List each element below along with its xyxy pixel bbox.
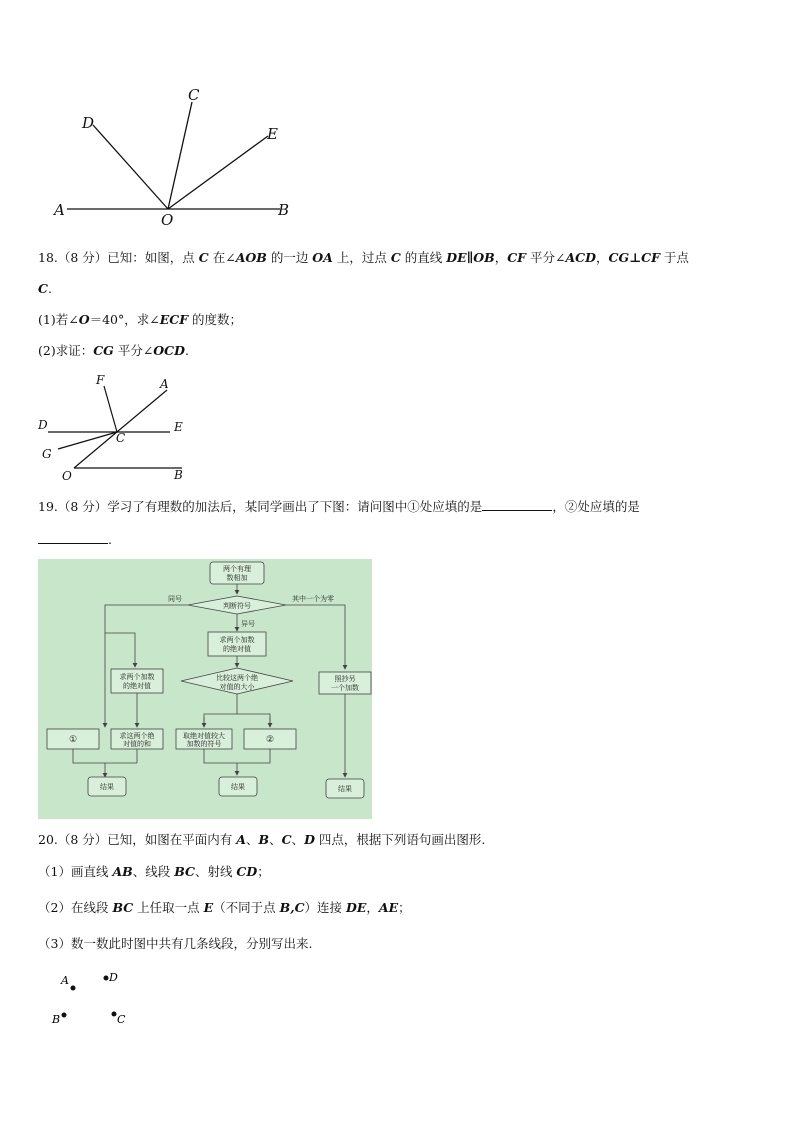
answer-blank-2[interactable]: [38, 531, 108, 544]
start-text-2: 数相加: [226, 574, 248, 582]
label-diff-sign: 异号: [241, 620, 255, 628]
compare-text-2: 对值的大小: [219, 683, 255, 691]
sign-larger-text-1: 取绝对值较大: [183, 732, 225, 740]
copy-other-text-2: 一个加数: [331, 684, 359, 692]
label-C: C: [117, 1013, 126, 1026]
q20-step2: （2）在线段 BC 上任取一点 E（不同于点 B,C）连接 DE，AE；: [38, 900, 411, 915]
point-D: [104, 976, 109, 981]
label-O: O: [62, 469, 72, 483]
abs-diff-text-2: 的绝对值: [223, 645, 251, 653]
label-D: D: [38, 418, 48, 432]
label-O: O: [161, 211, 174, 229]
point-A: [71, 986, 76, 991]
abs-same-text-2: 的绝对值: [123, 682, 151, 690]
label-E: E: [174, 420, 183, 434]
abs-diff-text-1: 求两个加数: [219, 636, 255, 644]
label-A: A: [54, 201, 65, 219]
abs-same-text-1: 求两个加数: [119, 673, 155, 681]
ray-OD: [93, 125, 168, 209]
addition-flowchart: [38, 559, 372, 819]
sum-abs-text-1: 求这两个绝: [119, 732, 155, 740]
answer-blank-1[interactable]: [482, 498, 552, 511]
result-left-text: 结果: [100, 783, 114, 791]
points-figure-20: [45, 965, 145, 1035]
q19-line2: .: [38, 531, 112, 549]
label-E: E: [267, 125, 278, 143]
ray-OA: [74, 390, 167, 468]
ray-OC: [168, 102, 192, 209]
q18-line1: 18.（8 分）已知：如图，点 C 在∠AOB 的一边 OA 上，过点 C 的直线 DE∥OB，CF 平分∠ACD，CG⊥CF 于点: [38, 250, 689, 265]
parallel-lines-figure-18: [32, 372, 192, 484]
label-B: B: [174, 468, 183, 482]
label-one-zero: 其中一个为零: [292, 595, 334, 603]
q19-line1: 19.（8 分）学习了有理数的加法后，某同学画出了下图：请问图中①处应填的是 ，②处应填的是: [38, 499, 640, 514]
box-1-text: ①: [68, 735, 78, 745]
result-mid-text: 结果: [231, 783, 245, 791]
label-C: C: [116, 431, 126, 445]
label-F: F: [96, 373, 105, 387]
label-A: A: [61, 974, 69, 987]
point-B: [62, 1013, 67, 1018]
label-B: B: [278, 201, 290, 219]
q20-step3: （3）数一数此时图中共有几条线段，分别写出来.: [38, 936, 313, 951]
start-text-1: 两个有理: [223, 565, 251, 573]
compare-text-1: 比较这两个绝: [216, 674, 258, 682]
sign-larger-text-2: 加数的符号: [186, 740, 222, 748]
label-D: D: [82, 114, 95, 132]
q18-part1: (1)若∠O＝40°，求∠ECF 的度数；: [38, 312, 243, 327]
label-A: A: [160, 377, 169, 391]
label-C: C: [188, 86, 200, 104]
box-2-text: ②: [265, 735, 275, 745]
q18-line2: C.: [38, 281, 52, 296]
point-C: [112, 1012, 117, 1017]
result-right-text: 结果: [338, 785, 352, 793]
sum-abs-text-2: 对值的和: [123, 740, 151, 748]
ray-CF: [104, 386, 117, 432]
label-D: D: [109, 971, 118, 984]
q18-part2: (2)求证：CG 平分∠OCD.: [38, 343, 189, 358]
ray-OE: [168, 136, 268, 209]
angle-figure-17: [40, 80, 310, 230]
label-G: G: [42, 447, 52, 461]
copy-other-text-1: 照抄另: [334, 675, 356, 683]
q20-step1: （1）画直线 AB、线段 BC、射线 CD；: [38, 864, 270, 879]
q20-intro: 20.（8 分）已知，如图在平面内有 A、B、C、D 四点，根据下列语句画出图形.: [38, 832, 486, 847]
decision-sign-text: 判断符号: [223, 602, 251, 610]
label-same-sign: 同号: [168, 595, 182, 603]
ray-CG: [58, 432, 117, 449]
label-B: B: [52, 1013, 61, 1026]
